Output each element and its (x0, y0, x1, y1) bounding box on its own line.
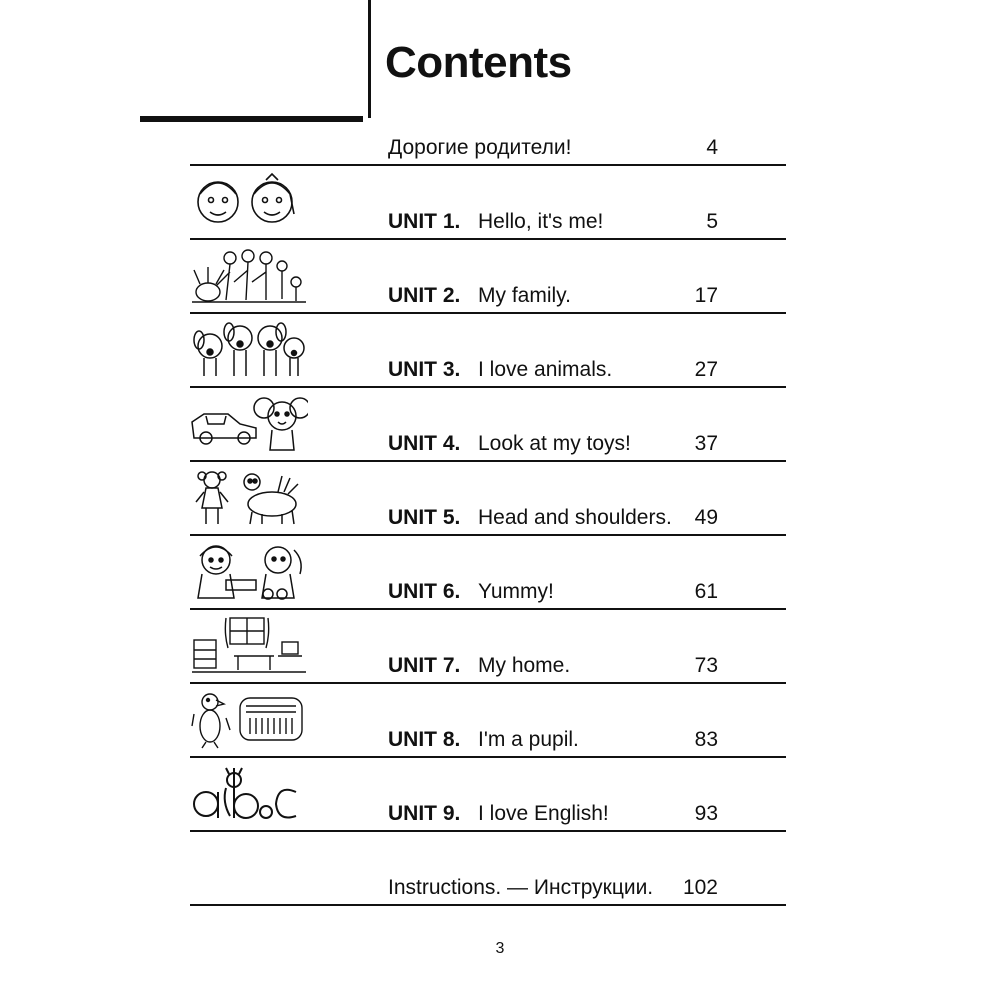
family-illustration (190, 244, 308, 306)
unit-number: UNIT 7. (388, 654, 461, 677)
header-vertical-rule (368, 0, 371, 118)
unit-number: UNIT 9. (388, 802, 461, 825)
toc-row-unit-7 (190, 610, 786, 684)
children-faces-illustration (190, 170, 308, 232)
page-title: Contents (385, 38, 572, 87)
toc-page: 17 (694, 284, 718, 307)
toc-row-unit-1 (190, 166, 786, 240)
toc-page: 4 (706, 136, 718, 159)
toc-page: 49 (694, 506, 718, 529)
unit-title: Hello, it's me! (478, 210, 604, 233)
unit-number: UNIT 8. (388, 728, 461, 751)
toys-illustration (190, 392, 308, 454)
unit-number: UNIT 6. (388, 580, 461, 603)
toc-row-unit-8 (190, 684, 786, 758)
toc-page: 37 (694, 432, 718, 455)
abc-letters-illustration (190, 762, 308, 824)
toc-row-intro (190, 128, 786, 166)
unit-number: UNIT 3. (388, 358, 461, 381)
children-with-food-illustration (190, 540, 308, 602)
unit-number: UNIT 5. (388, 506, 461, 529)
unit-title: My home. (478, 654, 571, 677)
header-horizontal-rule (140, 116, 363, 122)
toc-page: 102 (682, 876, 718, 899)
toc-page: 83 (694, 728, 718, 751)
unit-title: I'm a pupil. (478, 728, 579, 751)
puppies-illustration (190, 318, 308, 380)
unit-title: Yummy! (478, 580, 554, 603)
toc-row-unit-2 (190, 240, 786, 314)
toc-page: 61 (694, 580, 718, 603)
unit-title: My family. (478, 284, 571, 307)
toc-page: 27 (694, 358, 718, 381)
unit-number: UNIT 1. (388, 210, 461, 233)
toc-label: Дорогие родители! (388, 136, 572, 159)
toc-row-instructions (190, 832, 786, 906)
toc-row-unit-5 (190, 462, 786, 536)
page-number: 3 (495, 940, 505, 957)
unit-title: Head and shoulders. (478, 506, 672, 529)
toc-page: 73 (694, 654, 718, 677)
parrot-and-pencil-case-illustration (190, 688, 308, 750)
toc-page: 93 (694, 802, 718, 825)
toc-label: Instructions. — Инструкции. (388, 876, 654, 899)
toc-row-unit-4 (190, 388, 786, 462)
toc-row-unit-3 (190, 314, 786, 388)
room-illustration (190, 614, 308, 676)
girl-and-monster-illustration (190, 466, 308, 528)
unit-title: I love English! (478, 802, 609, 825)
unit-number: UNIT 4. (388, 432, 461, 455)
toc-row-unit-9 (190, 758, 786, 832)
unit-number: UNIT 2. (388, 284, 461, 307)
unit-title: Look at my toys! (478, 432, 631, 455)
toc-page: 5 (706, 210, 718, 233)
unit-title: I love animals. (478, 358, 613, 381)
toc-row-unit-6 (190, 536, 786, 610)
